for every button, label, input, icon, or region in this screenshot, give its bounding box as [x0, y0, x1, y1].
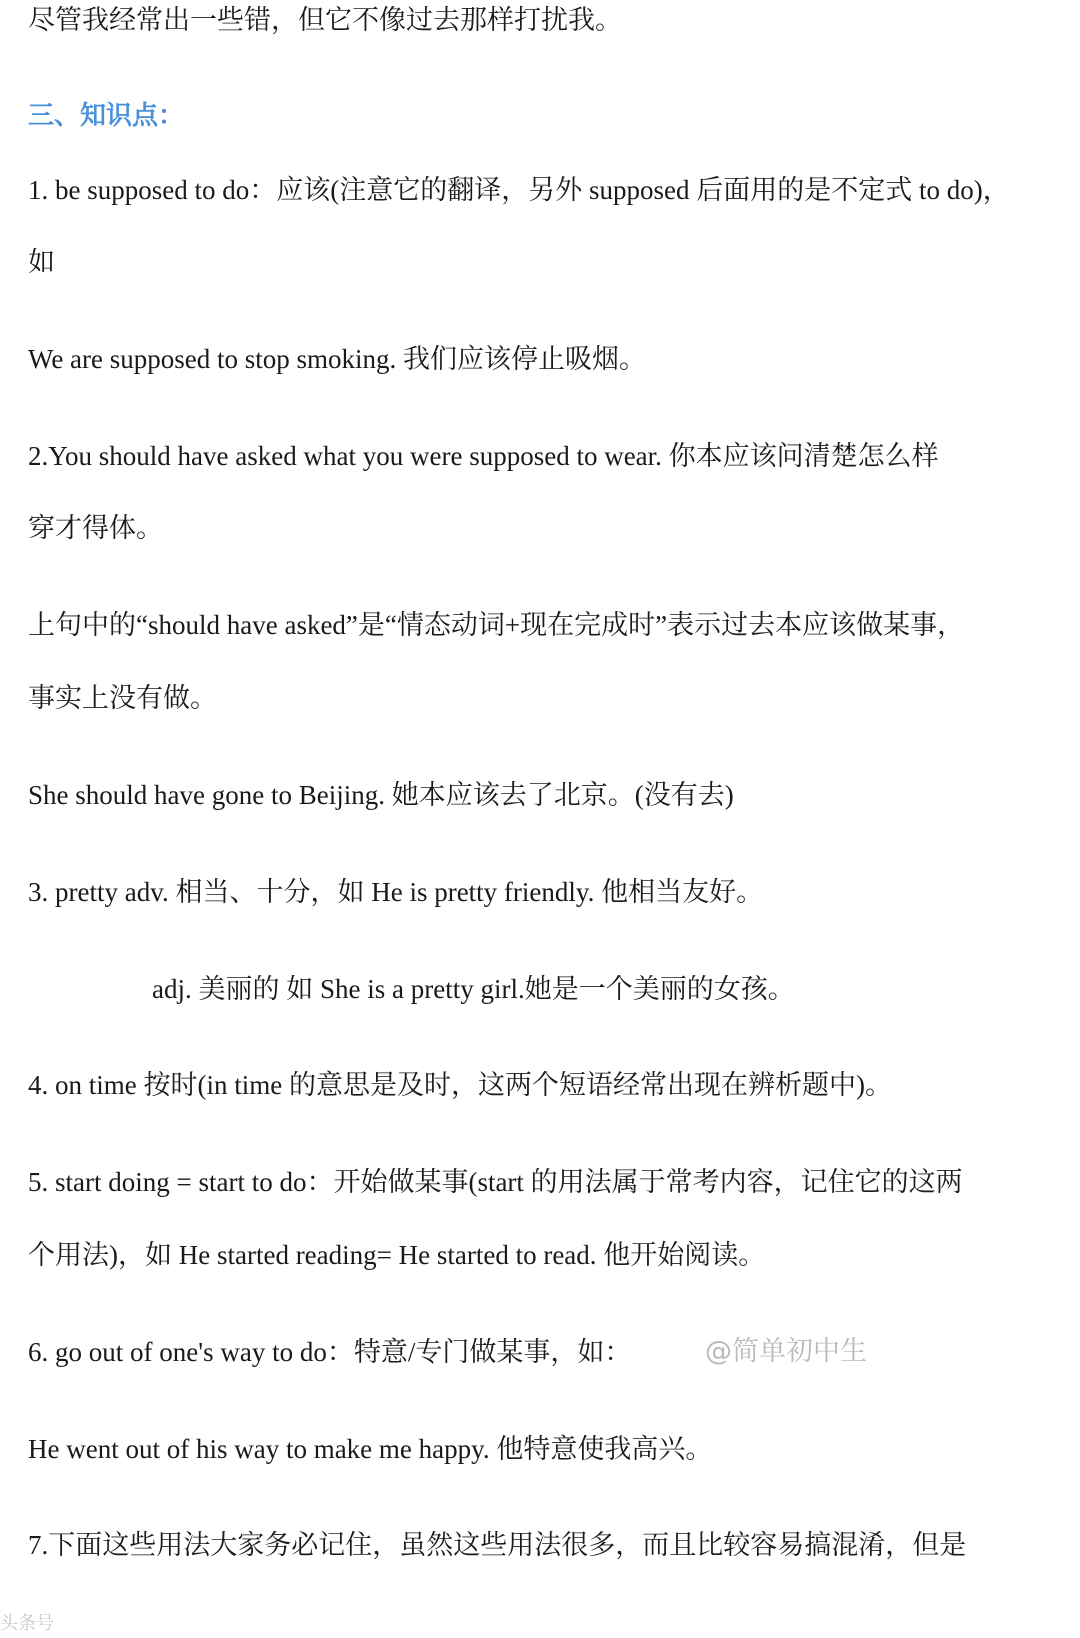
point-1-example: We are supposed to stop smoking. 我们应该停止吸烟。 — [28, 344, 647, 374]
point-2-note-line-2: 事实上没有做。 — [28, 683, 217, 713]
point-6-line-1: 6. go out of one's way to do：特意/专门做某事，如： — [28, 1337, 632, 1367]
point-2-note-line-1: 上句中的“should have asked”是“情态动词+现在完成时”表示过去本应该做某事， — [28, 610, 965, 640]
point-3-adj: adj. 美丽的 如 She is a pretty girl.她是一个美丽的女孩。 — [152, 974, 795, 1004]
author-watermark: @简单初中生 — [705, 1336, 867, 1367]
point-3-adv: 3. pretty adv. 相当、十分，如 He is pretty friendly. 他相当友好。 — [28, 877, 764, 907]
point-2-example: She should have gone to Beijing. 她本应该去了北京。(没有去) — [28, 780, 734, 810]
point-1-line-1: 1. be supposed to do：应该(注意它的翻译，另外 supposed 后面用的是不定式 to do)， — [28, 175, 1010, 205]
point-2-line-1: 2.You should have asked what you were supposed to wear. 你本应该问清楚怎么样 — [28, 441, 939, 471]
point-1-line-2: 如 — [28, 247, 55, 277]
corner-logo-watermark: 头条号 — [0, 1613, 54, 1634]
paragraph-line-1: 尽管我经常出一些错，但它不像过去那样打扰我。 — [28, 5, 622, 35]
point-2-line-2: 穿才得体。 — [28, 513, 163, 543]
point-7-line-1: 7.下面这些用法大家务必记住，虽然这些用法很多，而且比较容易搞混淆，但是 — [28, 1530, 967, 1560]
point-5-line-1: 5. start doing = start to do：开始做某事(start 的用法属于常考内容，记住它的这两 — [28, 1167, 963, 1197]
point-6-example: He went out of his way to make me happy. 他特意使我高兴。 — [28, 1434, 713, 1464]
section-heading-knowledge-points: 三、知识点： — [28, 101, 185, 131]
point-5-line-2: 个用法)，如 He started reading= He started to read. 他开始阅读。 — [28, 1240, 766, 1270]
point-4: 4. on time 按时(in time 的意思是及时，这两个短语经常出现在辨析题中)。 — [28, 1070, 892, 1100]
